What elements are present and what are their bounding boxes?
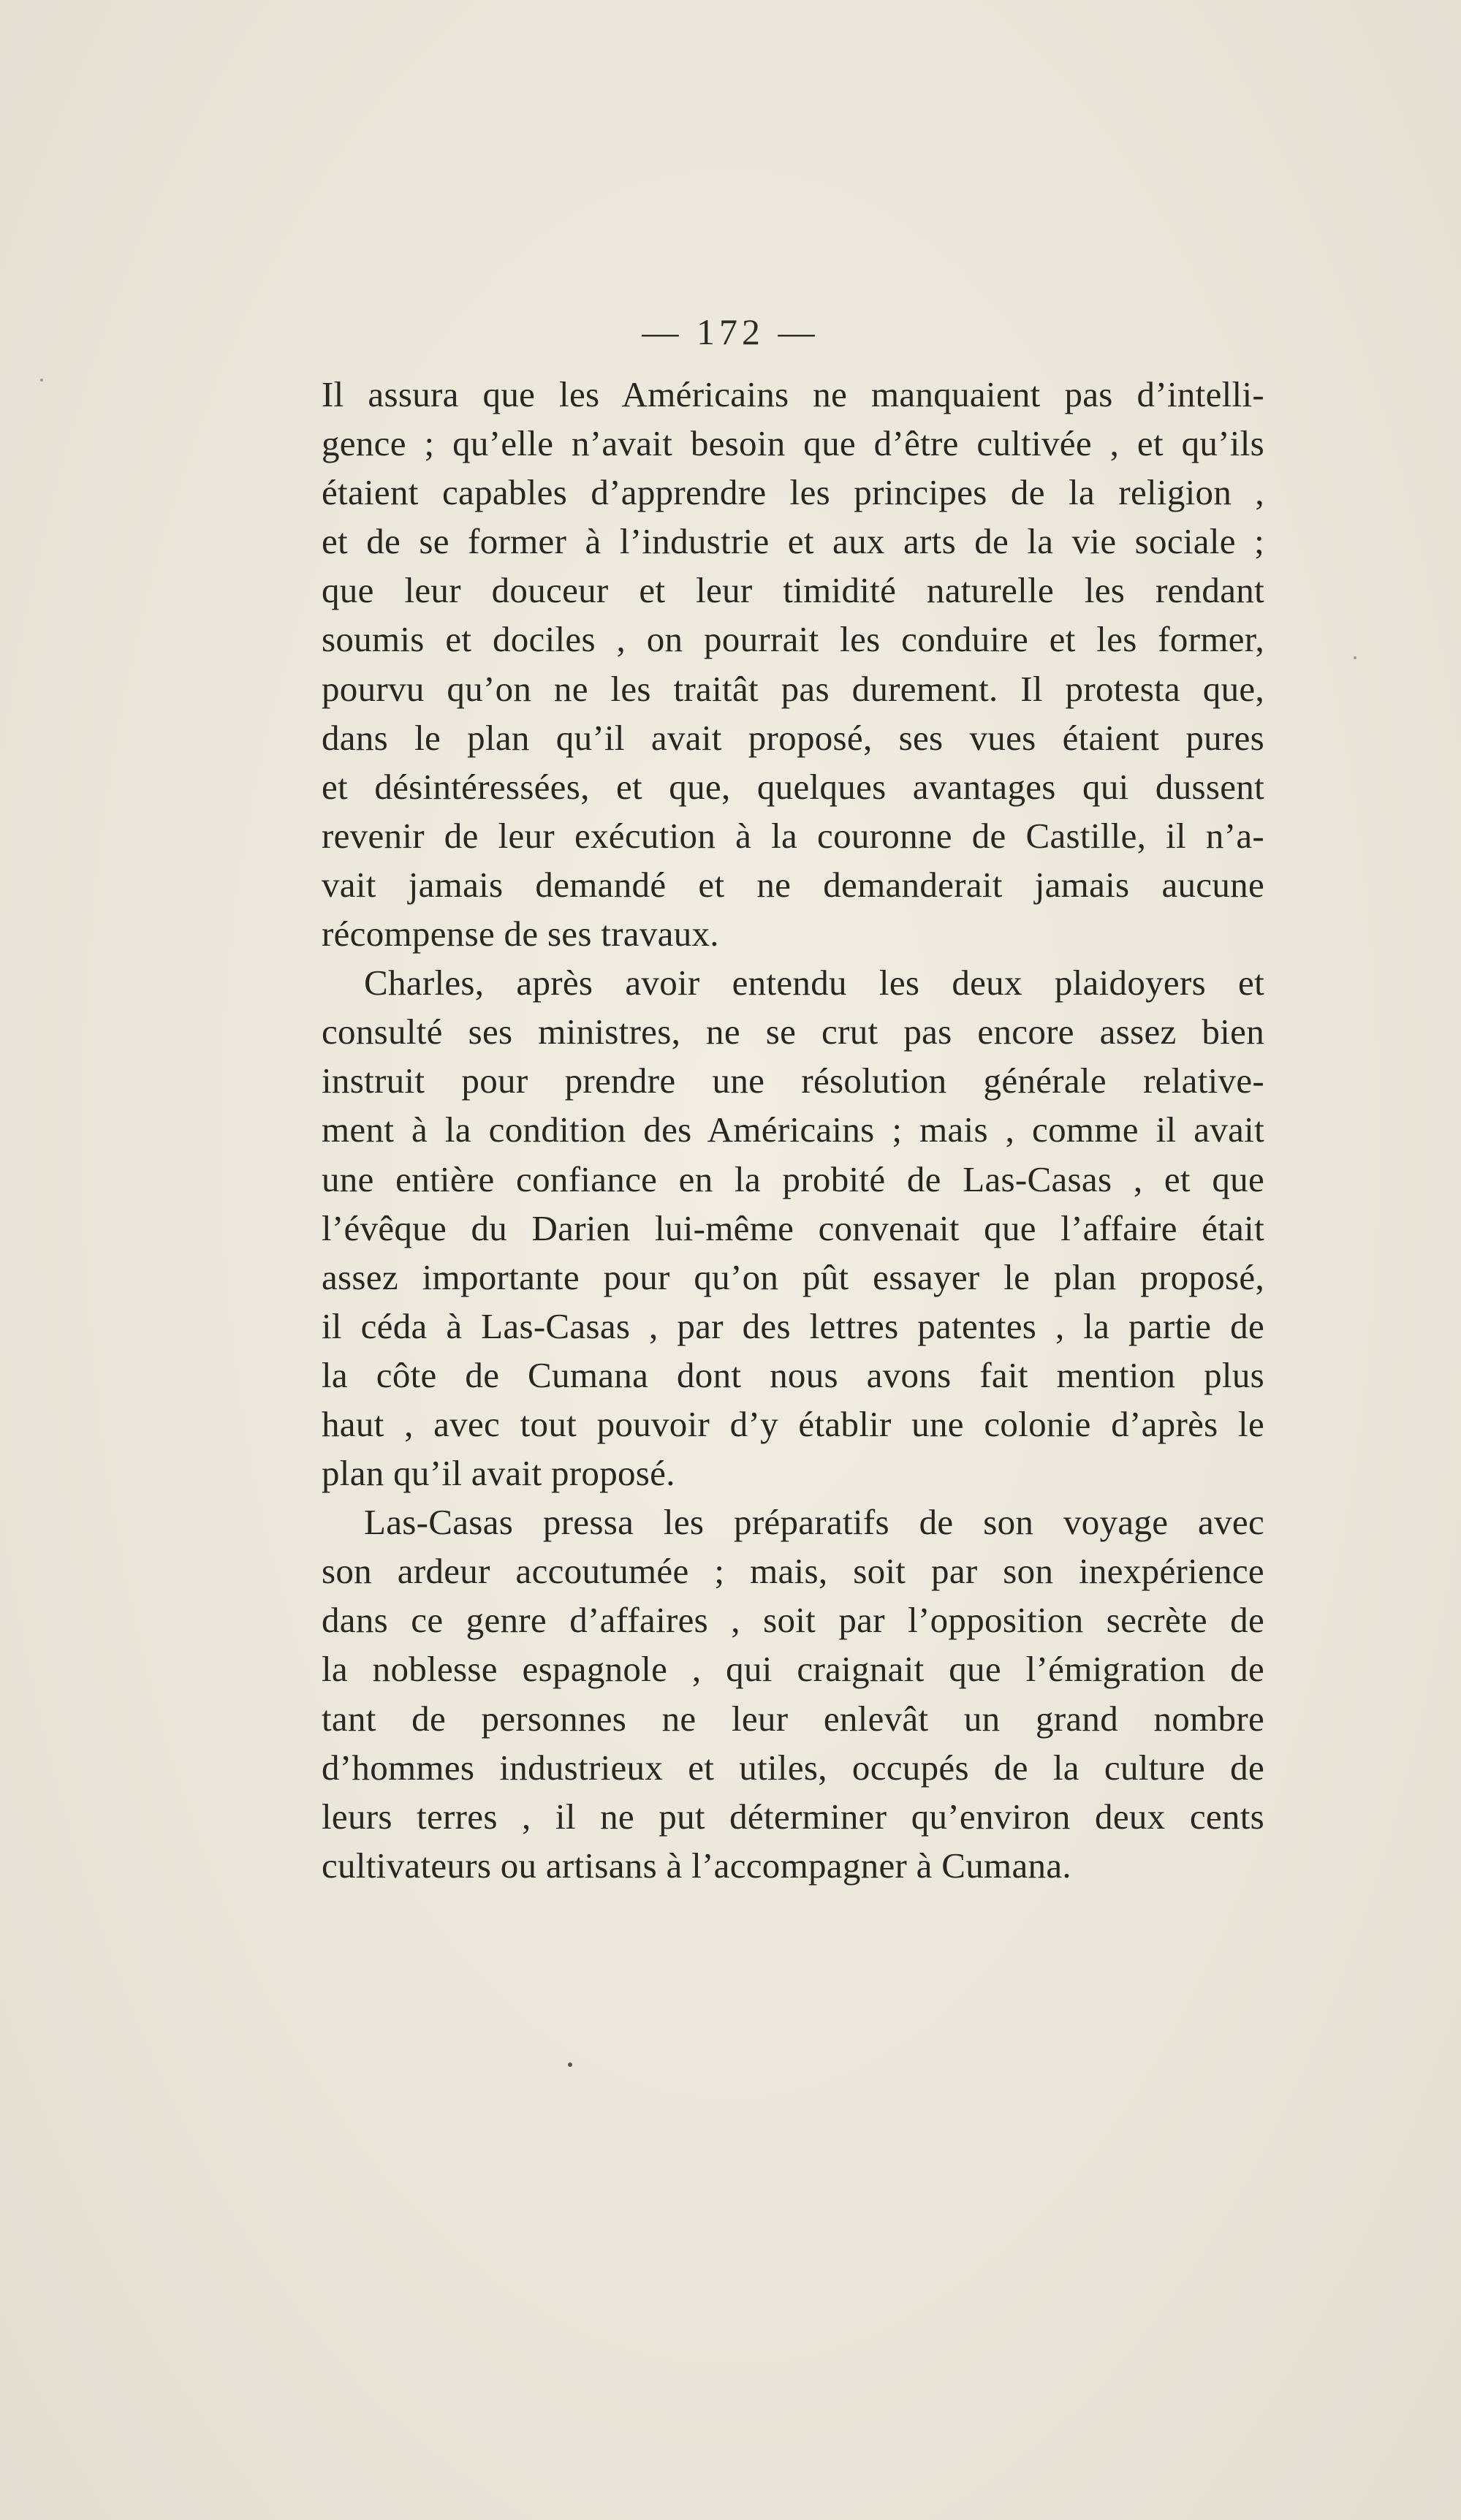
ink-speck <box>568 2062 572 2067</box>
text-line: soumis et dociles , on pourrait les conduire et les former, <box>322 619 1264 660</box>
text-line: la côte de Cumana dont nous avons fait mention plus <box>322 1354 1264 1395</box>
page-number: — 172 — <box>642 311 819 352</box>
text-line: assez importante pour qu’on pût essayer le plan proposé, <box>322 1256 1264 1297</box>
text-line: haut , avec tout pouvoir d’y établir une colonie d’après le <box>322 1403 1264 1444</box>
ink-speck <box>40 379 43 382</box>
text-line: dans ce genre d’affaires , soit par l’opposition secrète de <box>322 1600 1264 1641</box>
text-line: instruit pour prendre une résolution générale relative- <box>322 1060 1264 1101</box>
text-line: ment à la condition des Américains ; mais , comme il avait <box>322 1109 1264 1150</box>
text-line: tant de personnes ne leur enlevât un grand nombre <box>322 1698 1264 1739</box>
text-line: et désintéressées, et que, quelques avantages qui dussent <box>322 766 1264 807</box>
text-line: et de se former à l’industrie et aux arts de la vie sociale ; <box>322 521 1264 562</box>
text-line: la noblesse espagnole , qui craignait que l’émigration de <box>322 1649 1264 1690</box>
text-line: pourvu qu’on ne les traitât pas durement. Il protesta que, <box>322 668 1264 709</box>
text-line: étaient capables d’apprendre les principes de la religion , <box>322 472 1264 513</box>
text-line: une entière confiance en la probité de Las-Casas , et que <box>322 1158 1264 1199</box>
text-line: revenir de leur exécution à la couronne de Castille, il n’a- <box>322 815 1264 856</box>
text-line: récompense de ses travaux. <box>322 914 719 955</box>
text-line: l’évêque du Darien lui-même convenait que l’affaire était <box>322 1207 1264 1248</box>
text-line: dans le plan qu’il avait proposé, ses vues étaient pures <box>322 717 1264 758</box>
text-line: Il assura que les Américains ne manquaient pas d’intelli- <box>322 374 1264 414</box>
text-line: consulté ses ministres, ne se crut pas encore assez bien <box>322 1012 1264 1052</box>
text-line: que leur douceur et leur timidité naturelle les rendant <box>322 570 1264 611</box>
text-line: plan qu’il avait proposé. <box>322 1453 675 1494</box>
text-line: vait jamais demandé et ne demanderait jamais aucune <box>322 864 1264 905</box>
text-line: il céda à Las-Casas , par des lettres patentes , la partie de <box>322 1305 1264 1346</box>
text-line: cultivateurs ou artisans à l’accompagner à Cumana. <box>322 1845 1071 1886</box>
text-line: gence ; qu’elle n’avait besoin que d’être cultivée , et qu’ils <box>322 423 1264 464</box>
text-line: Charles, après avoir entendu les deux plaidoyers et <box>364 963 1264 1003</box>
text-line: d’hommes industrieux et utiles, occupés de la culture de <box>322 1747 1264 1788</box>
ink-speck <box>1354 656 1356 659</box>
page-body <box>322 370 1264 1890</box>
text-line: leurs terres , il ne put déterminer qu’environ deux cents <box>322 1796 1264 1837</box>
text-line: son ardeur accoutumée ; mais, soit par son inexpérience <box>322 1551 1264 1592</box>
text-line: Las-Casas pressa les préparatifs de son voyage avec <box>364 1502 1264 1543</box>
